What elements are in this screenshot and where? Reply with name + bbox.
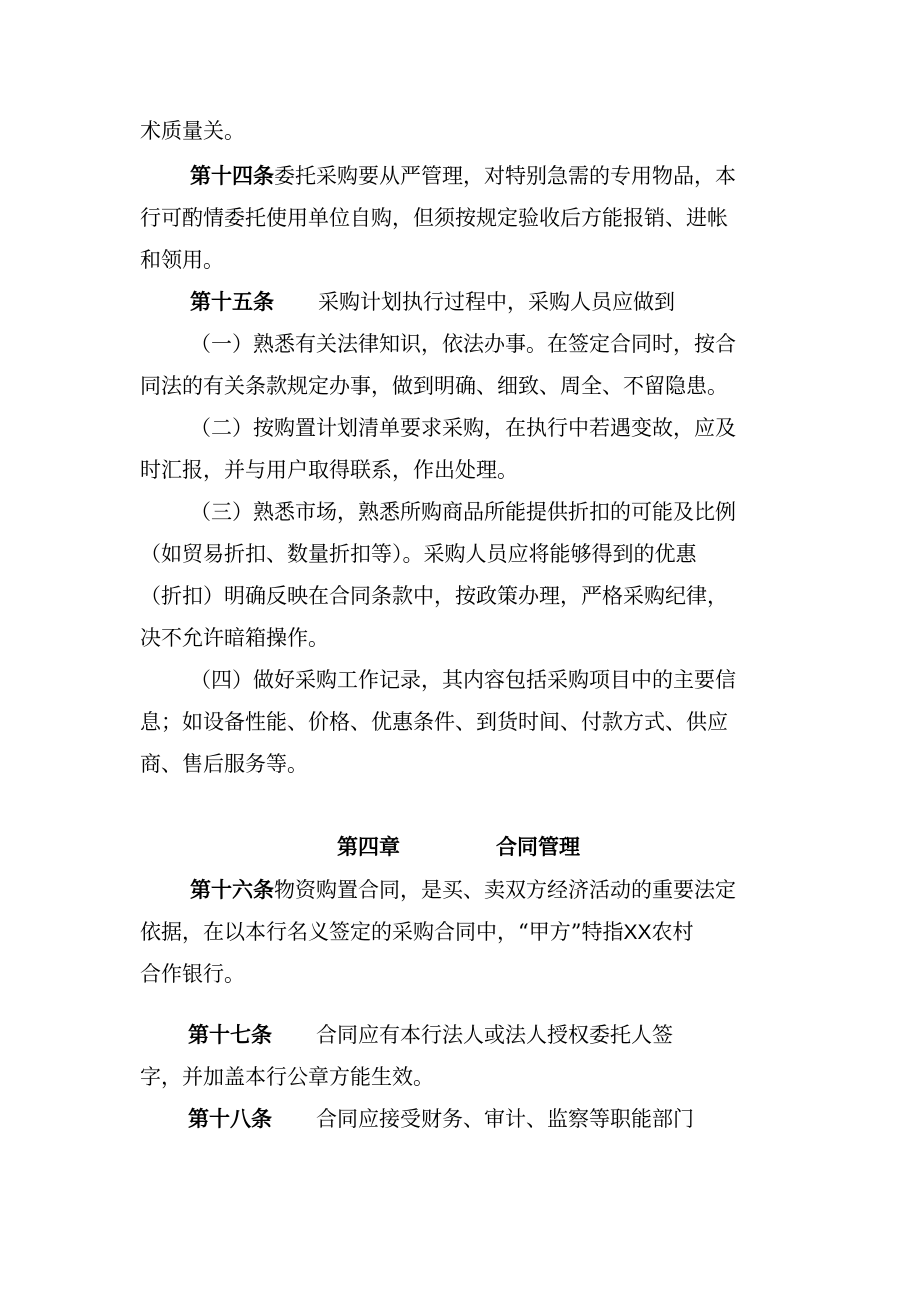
chapter-title: 合同管理 [496, 834, 580, 859]
article-15-item-3-line-3: （折扣）明确反映在合同条款中，按政策办理，严格采购纪律， [140, 584, 728, 608]
chapter-number: 第四章 [337, 834, 400, 859]
article-16-text-2: 依据，在以本行名义签定的采购合同中，“甲方”特指 [140, 920, 624, 944]
article-18-label: 第十八条 [188, 1106, 272, 1131]
article-14-text: 委托采购要从严管理，对特别急需的专用物品，本 [274, 164, 736, 188]
article-15-item-3-line-1: （三）熟悉市场，熟悉所购商品所能提供折扣的可能及比例 [190, 500, 736, 524]
article-15-item-2-line-2: 时汇报，并与用户取得联系，作出处理。 [140, 458, 518, 482]
article-15-title: 采购计划执行过程中，采购人员应做到 [318, 290, 675, 314]
article-17-line-1 [188, 1022, 673, 1048]
article-14-line-1 [190, 163, 736, 189]
article-15-item-1-line-2: 同法的有关条款规定办事，做到明确、细致、周全、不留隐患。 [140, 374, 728, 398]
paragraph-line: 术质量关。 [140, 119, 245, 143]
article-16-label: 第十六条 [190, 877, 274, 902]
article-16-text: 物资购置合同，是买、卖双方经济活动的重要法定 [274, 878, 736, 902]
article-15-label: 第十五条 [190, 289, 274, 314]
article-15-line-1 [190, 289, 675, 315]
article-16-line-3: 合作银行。 [140, 962, 245, 986]
article-15-item-4-line-3: 商、售后服务等。 [140, 752, 308, 776]
article-16-line-1 [190, 877, 736, 903]
article-17-text: 合同应有本行法人或法人授权委托人签 [316, 1023, 673, 1047]
article-17-line-2: 字，并加盖本行公章方能生效。 [140, 1065, 434, 1089]
article-18-line-1 [188, 1106, 694, 1132]
article-14-label: 第十四条 [190, 163, 274, 188]
article-15-item-2-line-1: （二）按购置计划清单要求采购，在执行中若遇变故，应及 [190, 416, 736, 440]
article-16-text-2b: 农村 [651, 920, 694, 944]
article-16-line-2 [140, 919, 694, 946]
article-17-label: 第十七条 [188, 1022, 272, 1047]
article-15-item-4-line-2: 息；如设备性能、价格、优惠条件、到货时间、付款方式、供应 [140, 710, 728, 734]
article-18-text: 合同应接受财务、审计、监察等职能部门 [316, 1107, 694, 1131]
article-14-line-2: 行可酌情委托使用单位自购，但须按规定验收后方能报销、进帐 [140, 206, 728, 230]
article-14-line-3: 和领用。 [140, 248, 224, 272]
article-15-item-1-line-1: （一）熟悉有关法律知识，依法办事。在签定合同时，按合 [190, 332, 736, 356]
bank-name-placeholder: XX [623, 921, 652, 944]
chapter-heading [337, 834, 580, 860]
article-15-item-3-line-4: 决不允许暗箱操作。 [140, 626, 329, 650]
article-15-item-4-line-1: （四）做好采购工作记录，其内容包括采购项目中的主要信 [190, 668, 736, 692]
article-15-item-3-line-2: （如贸易折扣、数量折扣等）。采购人员应将能够得到的优惠 [140, 542, 697, 566]
